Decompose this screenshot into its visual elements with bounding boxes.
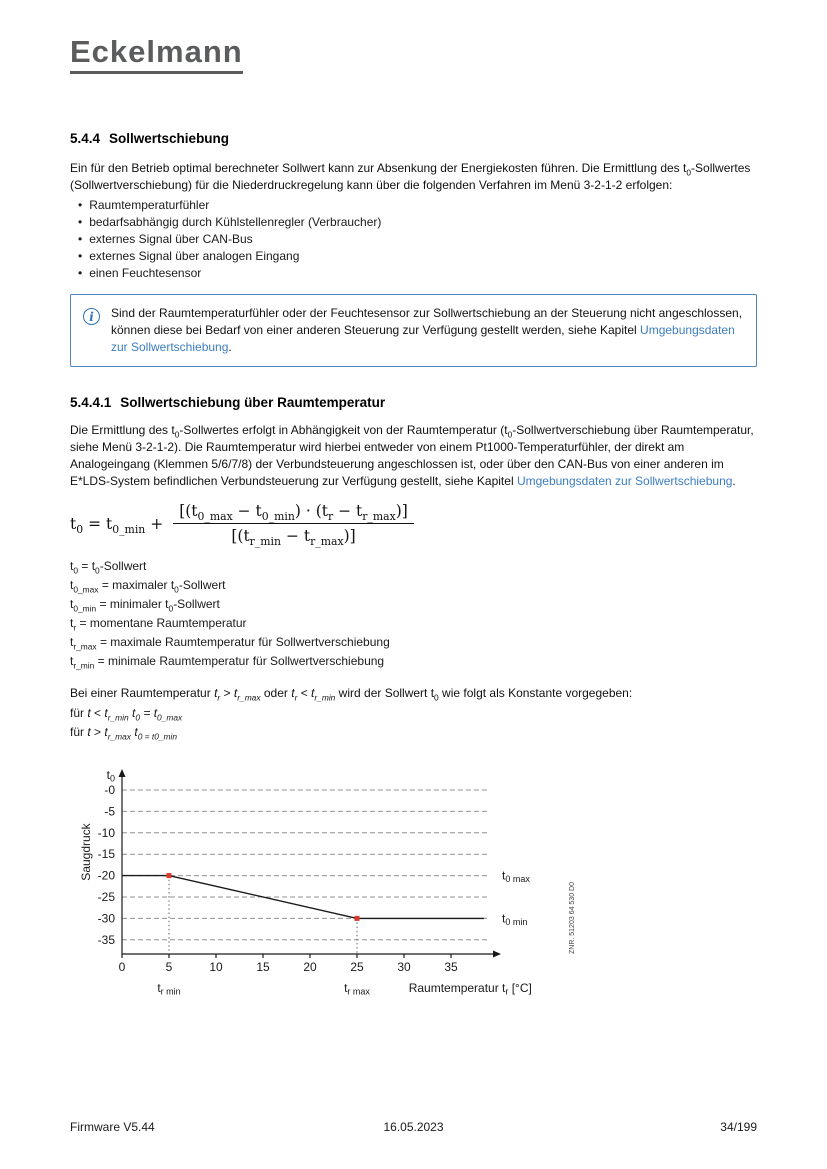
list-item [70, 214, 757, 231]
svg-text:-10: -10 [97, 825, 115, 840]
constant-cases [70, 685, 757, 742]
constant-case-2: für $t > t_{r\_max}$ $t_{0 = t0\_min}$ [70, 725, 178, 742]
svg-text:10: 10 [209, 960, 223, 974]
bullet-icon: • [78, 249, 83, 263]
info-note-text [111, 305, 744, 356]
svg-text:-20: -20 [97, 868, 115, 883]
svg-text:ZNR. 51203 64 530 D0: ZNR. 51203 64 530 D0 [569, 882, 576, 954]
svg-text:-35: -35 [97, 932, 115, 947]
setpoint-formula [70, 502, 757, 549]
svg-text:tr min: $t_{r min}$ [157, 981, 181, 997]
info-note-text-start: Sind der Raumtemperaturfühler oder der Feuchtesensor zur Sollwertschiebung an der Steuerung nicht angeschlossen, können diese bei Bedarf von einer anderen Steuerung zur Verfügung gestellt werden, siehe Kapitel [111, 306, 743, 337]
section1-intro-paragraph: Ein für den Betrieb optimal berechneter Sollwert kann zur Absenkung der Energiekosten führen. Die Ermittlung des $t_0$-Sollwertes (Sollwertverschiebung) für die Niederdruckregelung kann über die folgenden Verfahren im Menü 3-2-1-2 erfolgen: [70, 161, 751, 192]
svg-text:tr max: $t_{r max}$ [344, 981, 370, 997]
svg-text:-30: -30 [97, 911, 115, 926]
formula-fraction [173, 502, 414, 549]
page-footer [70, 1120, 757, 1134]
definition-line: $t_{0\_min}$ = minimaler $t_0$-Sollwert [70, 597, 220, 614]
section-heading-5-4-4-1 [70, 395, 757, 410]
link-umgebungsdaten-infobox[interactable]: Umgebungsdaten zur Sollwertschiebung [111, 323, 735, 354]
footer-date: 16.05.2023 [383, 1120, 444, 1134]
formula-denominator: $[(t_{r\_min} - t_{r\_max})]$ [231, 527, 356, 549]
formula-numerator: $[(t_{0\_max} - t_{0\_min}) \cdot (t_r - t_{r\_max})]$ [173, 502, 414, 524]
list-item [70, 248, 757, 265]
svg-text:-25: -25 [97, 890, 115, 904]
definition-line: $t_0$ = $t_0$-Sollwert [70, 559, 147, 576]
constant-case-1: für $t < t_{r\_min}$ $t_0 = t_{0\_max}$ [70, 706, 183, 723]
section-title: Sollwertschiebung [109, 131, 230, 146]
svg-text:-5: -5 [104, 804, 115, 819]
svg-text:5: 5 [165, 960, 173, 974]
info-note [70, 294, 757, 367]
svg-text:20: 20 [303, 960, 317, 974]
svg-text:0: 0 [118, 960, 126, 974]
symbol-definitions [70, 557, 757, 671]
info-note-text-end: . [228, 340, 232, 354]
formula-lead: $t_0 = t_{0\_min}$ + [70, 514, 164, 536]
list-item [70, 197, 757, 214]
link-umgebungsdaten-body[interactable]: Umgebungsdaten zur Sollwertschiebung [516, 474, 733, 488]
list-item-text: bedarfsabhängig durch Kühlstellenregler (Verbraucher) [89, 215, 382, 229]
svg-text:t0 max: $t_{0 max}$ [502, 868, 530, 885]
info-icon: i [83, 308, 100, 325]
constant-cases-intro: Bei einer Raumtemperatur $t_r > t_{r\_max}$ oder $t_r < t_{r\_min}$ wird der Sollwert $t_0$ wie folgt als Konstante vorgegeben: [70, 686, 633, 703]
section-title: Sollwertschiebung über Raumtemperatur [120, 395, 386, 410]
svg-text:-15: -15 [97, 847, 115, 862]
svg-text:25: 25 [350, 960, 364, 974]
svg-text:15: 15 [256, 960, 270, 974]
svg-text:t0: $t_0$ [106, 768, 115, 784]
svg-text:Saugdruck: Saugdruck [79, 823, 93, 881]
svg-text:Raumtemperatur tr [°C]: Raumtemperatur $t_r$ [°C] [408, 981, 532, 997]
bullet-icon: • [78, 198, 83, 212]
footer-firmware: Firmware V5.44 [70, 1120, 155, 1134]
section2-text-start: Die Ermittlung des $t_0$-Sollwertes erfolgt in Abhängigkeit von der Raumtemperatur ($t_0$-Sollwertverschiebung über Raumtemperatur, siehe Menü 3-2-1-2). Die Raumtemperatur wird hierbei entweder von einem Pt1000-Temperaturfühler, der direkt am Analogeingang (Klemmen 5/6/7/8) der Verbundsteuerung angeschlossen ist, oder über den CAN-Bus von einer anderen im E*LDS-System befindlichen Verbundsteuerung zur Verfügung gestellt, siehe Kapitel [70, 423, 754, 488]
definition-line: $t_r$ = momentane Raumtemperatur [70, 616, 247, 633]
section2-paragraph [70, 422, 757, 490]
list-item [70, 231, 757, 248]
method-list [70, 197, 757, 282]
section2-text-end: . [732, 474, 736, 488]
setpoint-chart-figure [70, 762, 757, 1007]
svg-text:-0: -0 [104, 783, 115, 797]
section-number: 5.4.4.1 [70, 395, 112, 410]
svg-text:35: 35 [444, 960, 458, 974]
list-item-text: externes Signal über analogen Eingang [89, 249, 300, 263]
svg-text:t0 min: $t_{0 min}$ [502, 911, 528, 927]
definition-line: $t_{r\_min}$ = minimale Raumtemperatur für Sollwertverschiebung [70, 654, 385, 671]
section-number: 5.4.4 [70, 131, 101, 146]
list-item [70, 265, 757, 282]
bullet-icon: • [78, 266, 83, 280]
setpoint-chart [70, 762, 590, 1002]
definition-line: $t_{r\_max}$ = maximale Raumtemperatur für Sollwertverschiebung [70, 635, 390, 652]
bullet-icon: • [78, 215, 83, 229]
list-item-text: einen Feuchtesensor [89, 266, 202, 280]
eckelmann-logo: Eckelmann [70, 36, 243, 74]
page-content [70, 0, 757, 1007]
footer-page-number: 34/199 [720, 1120, 757, 1134]
bullet-icon: • [78, 232, 83, 246]
list-item-text: externes Signal über CAN-Bus [89, 232, 253, 246]
definition-line: $t_{0\_max}$ = maximaler $t_0$-Sollwert [70, 578, 226, 595]
svg-text:30: 30 [397, 960, 411, 974]
section-heading-5-4-4 [70, 131, 757, 146]
list-item-text: Raumtemperaturfühler [89, 198, 210, 212]
